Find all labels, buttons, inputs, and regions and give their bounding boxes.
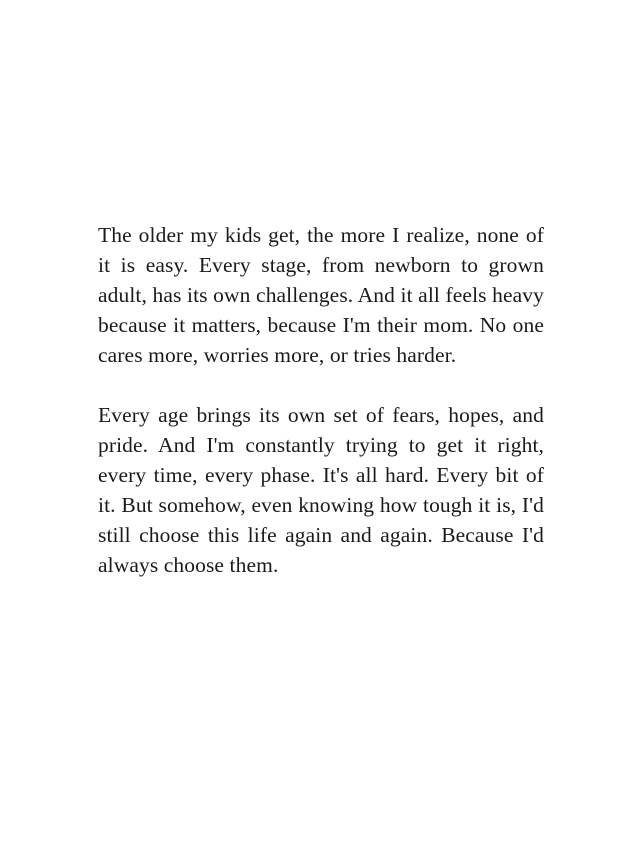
paragraph-2: Every age brings its own set of fears, hopes, and pride. And I'm constantly trying to get it right, every time, every phase. It's all hard. Every bit of it. But somehow, even knowing how tough it is, I'd still choose this life again and again. Because I'd always choose them. xyxy=(98,403,544,577)
quote-text xyxy=(98,220,544,580)
paragraph-1: The older my kids get, the more I realize, none of it is easy. Every stage, from newborn to grown adult, has its own challenges. And it all feels heavy because it matters, because I'm their mom. No one cares more, worries more, or tries harder. xyxy=(98,223,544,367)
